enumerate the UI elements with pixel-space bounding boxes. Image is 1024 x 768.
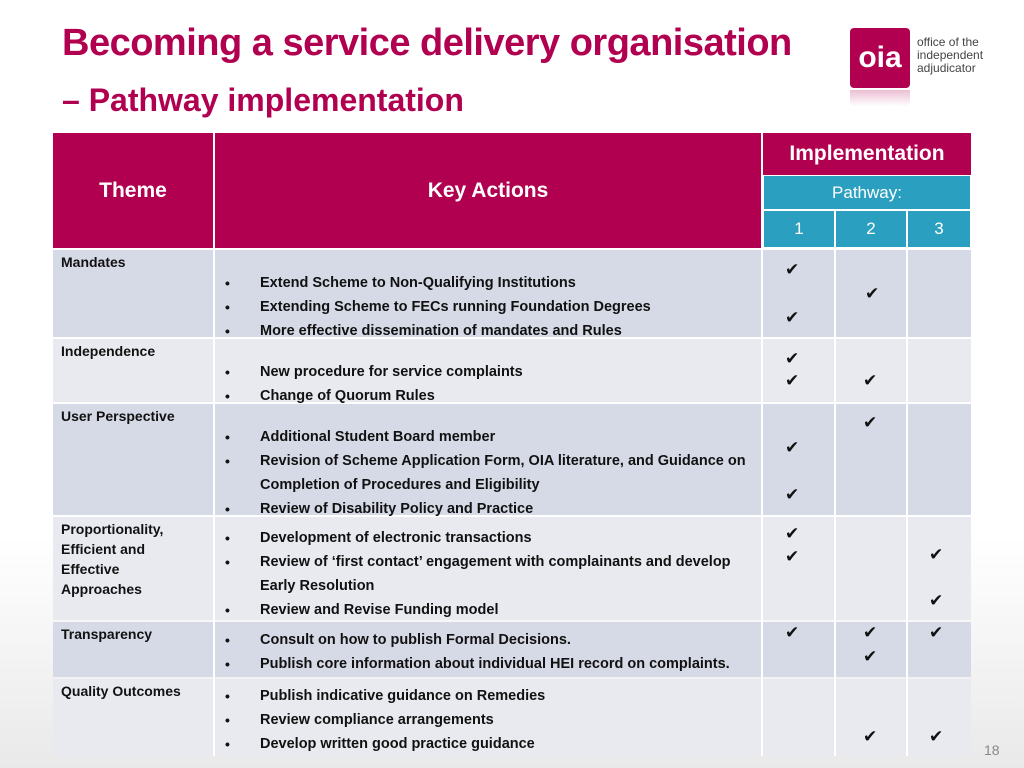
slide-title-line2: – Pathway implementation — [62, 82, 464, 118]
grid-line — [906, 250, 908, 756]
oia-logo-line-2: independent — [917, 48, 984, 62]
check-icon: ✔ — [785, 524, 800, 543]
header-pathway-2: 2 — [835, 210, 907, 248]
header-implementation: Implementation — [763, 133, 971, 175]
oia-logo-line-3: adjudicator — [917, 61, 976, 75]
header-pathway-1: 1 — [763, 210, 835, 248]
list-item: • Review of Disability Policy and Practice — [215, 497, 761, 521]
header-theme: Theme — [53, 133, 213, 248]
check-icon: ✔ — [785, 371, 800, 390]
check-icon: ✔ — [785, 438, 800, 457]
check-icon: ✔ — [929, 591, 944, 610]
list-item: • Development of electronic transactions — [215, 526, 761, 550]
list-item: • Extending Scheme to FECs running Foundation Degrees — [215, 295, 761, 319]
check-icon: ✔ — [863, 647, 878, 666]
list-item: • Develop written good practice guidance — [215, 732, 761, 756]
check-icon: ✔ — [785, 349, 800, 368]
check-icon: ✔ — [785, 485, 800, 504]
list-item: • Change of Quorum Rules — [215, 384, 761, 408]
list-item: • Revision of Scheme Application Form, OIA literature, and Guidance on Completion of Procedures and Eligibility — [215, 449, 761, 497]
oia-logo-text — [917, 36, 983, 75]
list-item: • Additional Student Board member — [215, 425, 761, 449]
oia-logo-reflection — [850, 90, 910, 106]
header-pathway: Pathway: — [763, 175, 971, 210]
check-icon: ✔ — [863, 371, 878, 390]
check-icon: ✔ — [929, 545, 944, 564]
list-item: • Extend Scheme to Non-Qualifying Institutions — [215, 271, 761, 295]
theme-user-perspective: User Perspective — [61, 408, 175, 424]
list-item: • Review of ‘first contact’ engagement with complainants and develop Early Resolution — [215, 550, 761, 598]
check-icon: ✔ — [863, 727, 878, 746]
grid-line — [761, 250, 763, 756]
check-icon: ✔ — [929, 727, 944, 746]
check-icon: ✔ — [785, 260, 800, 279]
oia-logo-mark: oia — [850, 28, 910, 88]
list-item: • Review and Revise Funding model — [215, 598, 761, 622]
check-icon: ✔ — [863, 623, 878, 642]
page-number: 18 — [984, 742, 1000, 758]
actions-user-perspective — [215, 411, 761, 521]
slide-title-line1: Becoming a service delivery organisation — [62, 22, 792, 64]
list-item: • More effective dissemination of mandates and Rules — [215, 319, 761, 343]
theme-proportionality: Proportionality, Efficient and Effective Approaches — [61, 521, 164, 597]
check-icon: ✔ — [929, 623, 944, 642]
check-icon: ✔ — [785, 547, 800, 566]
actions-transparency — [215, 614, 761, 676]
grid-line — [834, 250, 836, 756]
header-pathway-3: 3 — [907, 210, 971, 248]
list-item: • Publish core information about individual HEI record on complaints. — [215, 652, 761, 676]
check-icon: ✔ — [785, 623, 800, 642]
check-icon: ✔ — [865, 284, 880, 303]
list-item: • Review compliance arrangements — [215, 708, 761, 732]
check-icon: ✔ — [785, 308, 800, 327]
actions-quality-outcomes — [215, 670, 761, 756]
theme-independence: Independence — [61, 343, 156, 359]
list-item: • Publish indicative guidance on Remedies — [215, 684, 761, 708]
theme-mandates: Mandates — [61, 254, 126, 270]
check-icon: ✔ — [863, 413, 878, 432]
header-key-actions: Key Actions — [215, 133, 761, 248]
list-item: • New procedure for service complaints — [215, 360, 761, 384]
theme-transparency: Transparency — [61, 626, 153, 642]
list-item: • Consult on how to publish Formal Decisions. — [215, 628, 761, 652]
oia-logo — [850, 28, 1010, 108]
actions-proportionality — [215, 512, 761, 622]
actions-independence — [215, 346, 761, 408]
theme-quality-outcomes: Quality Outcomes — [61, 683, 181, 699]
pathway-table — [53, 133, 971, 756]
actions-mandates — [215, 257, 761, 343]
oia-logo-line-1: office of the — [917, 35, 979, 49]
